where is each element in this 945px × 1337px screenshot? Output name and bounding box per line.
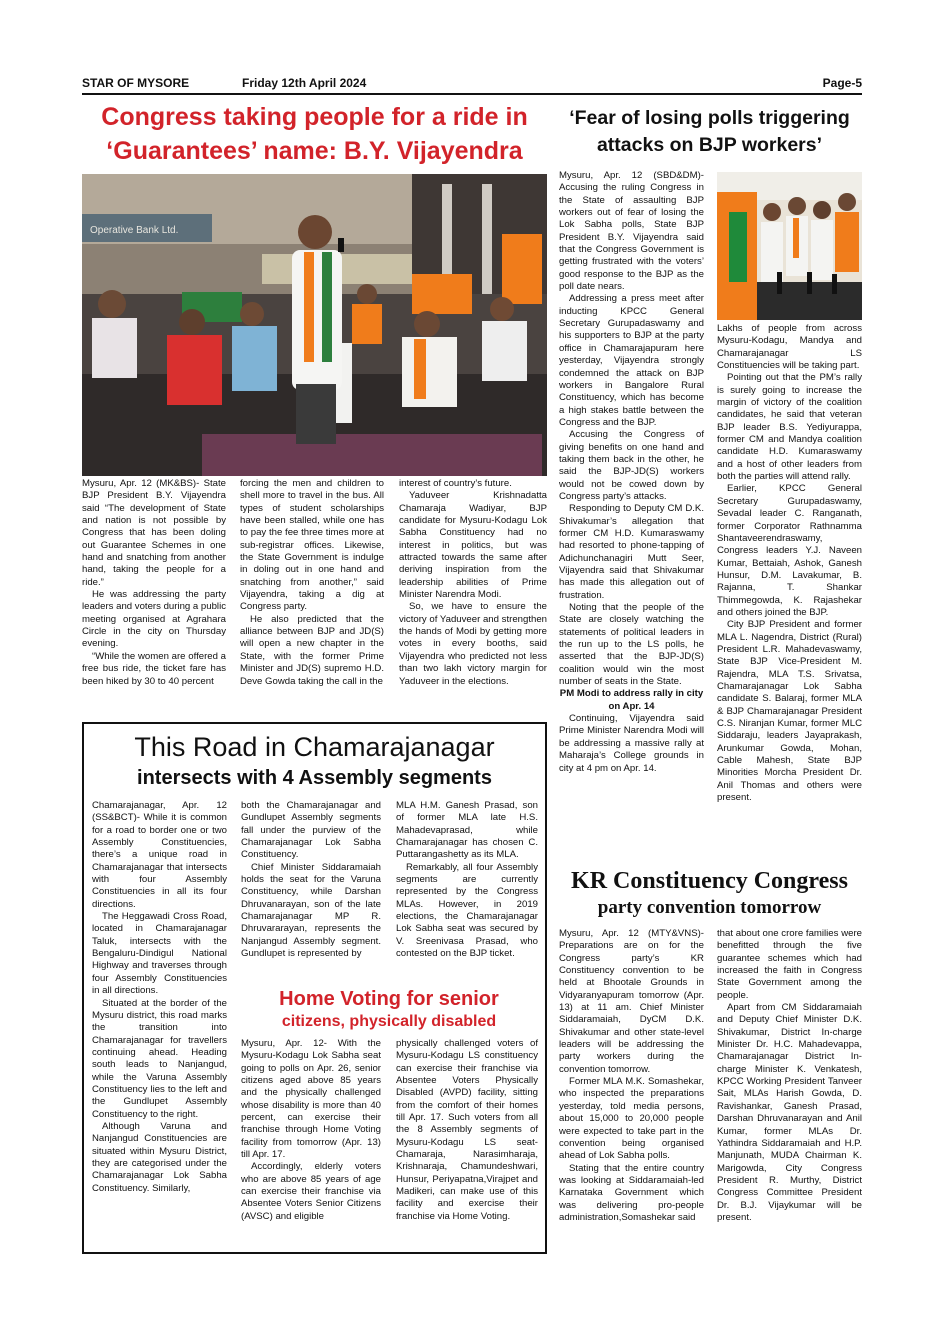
story2-col2	[717, 323, 862, 804]
story2-col1-para1: Mysuru, Apr. 12 (SBD&DM)- Accusing the ruling Congress in the State of assaulting BJP workers out of fear of losing the Lok Sabha polls, State BJP President B.Y. Vijayendra said that the Congress Government is getting frustrated with the voters’ good response to the BJP as the poll date nears.	[559, 170, 704, 293]
story3-headline-line1: This Road in Chamarajanagar	[134, 732, 495, 762]
story3-col2	[241, 800, 381, 960]
story2-col1-para5: Noting that the people of the State are closely watching the statements of political leaders in the run up to the LS polls, he asserted that the BJP-JD(S) coalition would win the most number of seats in the State.	[559, 602, 704, 688]
story1-col2-para1: forcing the men and children to shell more to travel in the bus. All types of student scholarships have been stalled, while one has to pay the fee three times more at sub-registrar offices. Likewise, the State Government is indulge in doling out in one hand and snatching from another,” said Vijayendra, taking a dig at Congress party.	[240, 478, 384, 613]
story4-headline	[235, 986, 543, 1032]
story2-col1-para4: Responding to Deputy CM D.K. Shivakumar’s allegation that former CM H.D. Kumaraswamy had resorted to phone-tapping of Adichunchanagiri Mutt Seer, Vijayendra said that Shivakumar has made this allegation out of frustration.	[559, 503, 704, 601]
story2-headline	[557, 105, 862, 159]
story2-subhead: PM Modi to address rally in city on Apr. 14	[559, 688, 704, 712]
story2-col2-para2: Pointing out that the PM’s rally is surely going to increase the margin of victory of the coalition candidates, he said that veteran BJP leader B.S. Yediyurappa, former CM and Mandya coalition candidate H.D. Kumaraswamy and a host of other leaders from both the parties will attend rally.	[717, 372, 862, 483]
story5-col1-para2: Former MLA M.K. Somashekar, who inspected the preparations yesterday, told media persons, about 15,000 to 20,000 people were expected to take part in the convention being organised ahead of Lok Sabha polls.	[559, 1076, 704, 1162]
rally-photo-image	[82, 174, 547, 476]
story3-col1-para2: The Heggawadi Cross Road, located in Chamarajanagar Taluk, intersects with the Bengaluru-Dindigul National Highway and traverses through four Assembly Constituencies in all directions.	[92, 911, 227, 997]
story5-headline-line2: party convention tomorrow	[597, 897, 822, 918]
story4-col1	[241, 1038, 381, 1223]
story1-col3	[399, 478, 547, 688]
story2-col1-para3: Accusing the Congress of giving benefits on one hand and taking them back in the other, he said the BJP-JD(S) workers would not be cowed down by Congress party’s attacks.	[559, 429, 704, 502]
story3-headline-line2: intersects with 4 Assembly segments	[137, 767, 492, 789]
story1-col2-para2: He also predicted that the alliance between BJP and JD(S) will open a new chapter in the State, with the former Prime Minister and JD(S) supremo H.D. Deve Gowda taking the call in the	[240, 613, 384, 687]
story2-col2-para4: City BJP President and former MLA L. Nagendra, District (Rural) President L.R. Mahadevaswamy, State BJP Vice-President M. Rajendra, MLA T.S. Srivatsa, Chamarajanagar Lok Sabha candidate S. Balaraj, former MLA & BJP Chamarajanagar President C.S. Niranjan Kumar, former MLC Siddaraju, leaders Jayaprakash, Arunkumar Gowda, Mohan, Cable Mahesh, State BJP Minorities Morcha President Dr. Anil Thomas and others were present.	[717, 619, 862, 804]
story3-col1-para3: Situated at the border of the Mysuru district, this road marks the transition into Chamarajanagar for travellers continuing ahead. Heading south leads to Nanjangud, while the Varuna Assembly Constituency lies to the left and the Gundlupet Assembly Constituency to the right.	[92, 997, 227, 1120]
joining-photo	[717, 172, 862, 320]
story3-col2-para2: Chief Minister Siddaramaiah holds the seat for the Varuna Constituency, while Darshan Dhruvanarayan, son of the late Chamarajanagar MP R. Dhruvararayan, represents the Nanjangud Assembly segment. Gundlupet is represented by	[241, 861, 381, 960]
story1-col2	[240, 478, 384, 688]
page-number: Page-5	[822, 76, 862, 90]
story1-col3-para3: So, we have to ensure the victory of Yaduveer and strengthen the hands of Modi by getting more votes in every booths, said Vijayendra who predicted not less than two lakh victory margin for Yaduveer in the elections.	[399, 601, 547, 687]
story3-col3	[396, 800, 538, 960]
story3-col1-para1: Chamarajanagar, Apr. 12 (SS&BCT)- While it is common for a road to border one or two Assembly Constituencies, there’s a unique road in Chamarajanagar that intersects with four Assembly Constituencies in all its four directions.	[92, 800, 227, 910]
story4-col2-para1: physically challenged voters of Mysuru-Kodagu LS constituency can exercise their franchise via Absentee Voters Physically Disabled (AVPD) facility, sitting from the comfort of their homes till Apr. 17. Such voters from all the 8 Assembly segments of Mysuru-Kodagu LS seat- Chamaraja, Narasimharaja, Krishnaraja, Chamundeshwari, Hunsur, Periyapatna,Virajpet and Madikeri, can make use of this facility and exercise their franchise via Home Voting.	[396, 1038, 538, 1222]
story5-col2-para1: that about one crore families were benefitted through the five guarantee schemes which had increased the faith in Congress State Government among the people.	[717, 928, 862, 1001]
story1-col1-para3: “While the women are offered a free bus ride, the ticket fare has been hiked by 30 to 40 percent	[82, 650, 226, 687]
story1-headline-line2: ‘Guarantees’ name: B.Y. Vijayendra	[106, 137, 523, 165]
story1-col1-para1: Mysuru, Apr. 12 (MK&BS)- State BJP President B.Y. Vijayendra said “The development of State and nation is not possible by Congress that has been doling out Guarantee Schemes in one hand and snatching from another hand, taking the people for a ride.”	[82, 478, 226, 588]
story3-col3-para2: Remarkably, all four Assembly segments are currently represented by the Congress MLAs. However, in 2019 elections, the Chamarajanagar Lok Sabha seat was secured by V. Sreenivasa Prasad, who contested on the BJP ticket.	[396, 861, 538, 960]
story3-headline	[86, 730, 543, 792]
story1-col1-para2: He was addressing the party leaders and voters during a public meeting organised at Agrahara Circle in the city on Thursday evening.	[82, 589, 226, 650]
story4-headline-line1: Home Voting for senior	[279, 988, 499, 1010]
story5-headline	[557, 866, 862, 920]
story5-col1	[559, 928, 704, 1224]
story4-col2	[396, 1038, 538, 1223]
story4-headline-line2: citizens, physically disabled	[281, 1013, 497, 1030]
rally-photo	[82, 174, 547, 476]
story1-col1	[82, 478, 226, 688]
story2-headline-line1: ‘Fear of losing polls triggering	[569, 107, 850, 129]
issue-date: Friday 12th April 2024	[242, 76, 367, 90]
story2-col2-para1: Lakhs of people from across Mysuru-Kodagu, Mandya and Chamarajanagar LS Constituencies will be taking part.	[717, 323, 862, 372]
joining-photo-image	[717, 172, 862, 320]
story3-col1	[92, 800, 227, 1195]
paper-name: STAR OF MYSORE	[82, 76, 190, 90]
story2-col2-para3: Earlier, KPCC General Secretary Gurupadaswamy, Sevadal leader C. Ranganath, former Corporator Rathnamma Shantaveerendraswamy, Congress leaders Y.J. Naveen Kumar, Bettaiah, Ashok, Ganesh Hunsur, D.M. Lavakumar, B. Rajanna, T. Shankar Thimmegowda, K. Rajashekar and others joined the BJP.	[717, 483, 862, 618]
story3-col1-para4: Although Varuna and Nanjangud Constituencies are situated within Mysuru District, they are categorised under the Chamarajanagar Lok Sabha Constituency. Similarly,	[92, 1120, 227, 1194]
story3-col3-para1: MLA H.M. Ganesh Prasad, son of former MLA late H.S. Mahadevaprasad, while Chamarajanagar has chosen C. Puttarangashetty as its MLA.	[396, 800, 538, 861]
masthead	[82, 76, 862, 94]
story1-col3-para2: Yaduveer Krishnadatta Chamaraja Wadiyar, BJP candidate for Mysuru-Kodagu Lok Sabha Constituency had no interest in politics, but was attracted towards the same after deriving inspiration from the leadership abilities of Prime Minister Narendra Modi.	[399, 490, 547, 601]
story1-headline	[82, 100, 547, 168]
story2-headline-line2: attacks on BJP workers’	[596, 134, 823, 156]
story5-col2-para2: Apart from CM Siddaramaiah and Deputy Chief Minister D.K. Shivakumar, District In-charge Minister Dr. H.C. Mahadevappa, Chamarajanagar District In-charge Minister K. Venkatesh, KPCC Working President Tanveer Sait, MLAs Harish Gowda, D. Ravishankar, Ganesh Prasad, Darshan Dhruvanarayan and Anil Kumar, former MLAs Dr. Yathindra Siddaramaiah and H.P. Manjunath, MUDA Chairman K. Marigowda, City Congress President R. Murthy, District Congress Committee President Dr. B.J. Vijaykumar will be present.	[717, 1002, 862, 1223]
story3-col2-para1: both the Chamarajanagar and Gundlupet Assembly segments fall under the purview of the Chamarajanagar Lok Sabha Constituency.	[241, 800, 381, 861]
story2-col1-para2: Addressing a press meet after inducting KPCC General Secretary Gurupadaswamy and his supporters to BJP at the party office in Chamarajapuram here yesterday, Vijayendra strongly condemned the attack on BJP workers in Bangalore Rural Constituency, which has become a high stakes battle between the Congress and the BJP.	[559, 293, 704, 428]
story5-col1-para3: Stating that the entire country was looking at Siddaramaiah-led Karnataka Government which was delivering pro-people administration,Somashekar said	[559, 1162, 704, 1223]
story5-headline-line1: KR Constituency Congress	[571, 868, 848, 894]
bank-sign-text: Operative Bank Ltd.	[90, 225, 179, 236]
story1-headline-line1: Congress taking people for a ride in	[101, 103, 528, 131]
story1-col3-para1: interest of country’s future.	[399, 478, 512, 489]
story2-col1	[559, 170, 704, 775]
story5-col1-para1: Mysuru, Apr. 12 (MTY&VNS)- Preparations are on for the Congress party’s KR Constituency convention to be held at Bhootale Grounds in Vidyaranyapuram tomorrow (Apr. 13) at 11 am. Chief Minister Siddaramaiah, DyCM D.K. Shivakumar and other state-level leaders will be addressing the party workers during the convention tomorrow.	[559, 928, 704, 1075]
masthead-rule	[82, 93, 862, 95]
story5-col2	[717, 928, 862, 1224]
story4-col1-para1: Mysuru, Apr. 12- With the Mysuru-Kodagu Lok Sabha seat going to polls on Apr. 26, senior citizens aged above 85 years and the physically challenged whose disability is more than 40 percent, can exercise their franchise through Home Voting facility from tomorrow (Apr. 13) till Apr. 17.	[241, 1038, 381, 1161]
story4-col1-para2: Accordingly, elderly voters who are above 85 years of age can exercise their franchise via Absentee Voters Senior Citizens (AVSC) and eligible	[241, 1161, 381, 1222]
story2-col1-para6: Continuing, Vijayendra said Prime Minister Narendra Modi will be addressing a massive rally at Maharaja’s College grounds in city at 4 pm on Apr. 14.	[559, 713, 704, 774]
